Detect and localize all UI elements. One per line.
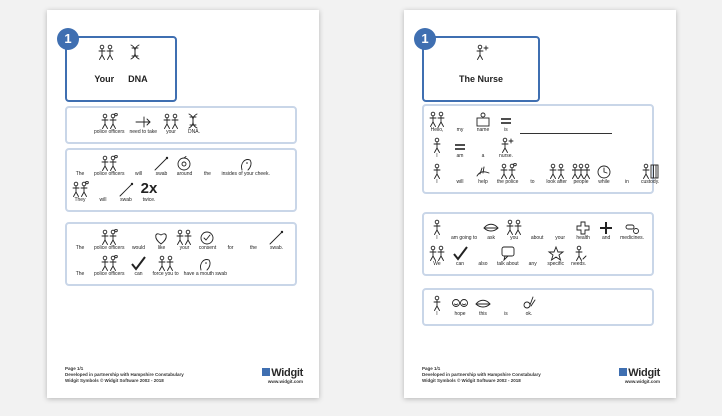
i-icon [428,163,446,179]
can-icon [451,245,469,261]
i-icon [428,219,446,235]
specific-icon [547,245,565,261]
word: police officers [94,129,125,135]
word: any [528,261,537,267]
title-word: DNA [128,74,148,84]
word: medicines. [620,235,645,241]
word: in [625,179,629,185]
look-after-icon [548,163,566,179]
word: force you to [152,271,179,277]
police-icon [499,163,517,179]
word: to [530,179,535,185]
panel-swab [65,148,297,212]
word: swab [120,197,132,203]
equals-icon [497,111,515,127]
page-number-badge: 1 [57,28,79,50]
word: I [436,179,438,185]
take-icon [134,113,152,129]
you-icon [505,219,523,235]
talk-icon [499,245,517,261]
word: twice. [142,197,156,203]
word: am going to [451,235,478,241]
swab-icon [267,229,285,245]
word: needs. [571,261,587,267]
page-footer [65,366,184,384]
sentence-line [71,113,291,136]
word: this [479,311,487,317]
i-icon [428,295,446,311]
sentence-line [428,219,648,242]
help-icon [474,163,492,179]
page-title [67,74,175,84]
heart-icon [152,229,170,245]
mouth-swab-icon [196,255,214,271]
your-icon [175,229,193,245]
word: swab [155,171,168,177]
page-footer [422,366,541,384]
sentence-line [428,295,648,318]
brand-url[interactable]: www.widgit.com [267,379,303,384]
title-symbols [67,44,175,72]
page-number-badge: 1 [414,28,436,50]
police-icon [100,255,118,271]
panel-dna-need [65,106,297,144]
word: Hello, [430,127,444,133]
word: will [99,197,107,203]
title-box [64,31,177,102]
word: your [555,235,565,241]
around-icon [175,155,193,171]
sentence-line [71,181,291,204]
word: name [476,127,490,133]
this-icon [474,295,492,311]
word: talk about [497,261,519,267]
word: my [456,127,464,133]
hope-icon [451,295,469,311]
word: is [504,127,508,133]
footer-partner: Developed in partnership with Hampshire Constabulary [65,372,184,377]
word: custody. [640,179,660,185]
word: The [75,171,85,177]
word: have a mouth swab [183,271,227,277]
brand-block [262,367,303,384]
word: I [436,235,438,241]
widgit-logo: Widgit [619,367,660,379]
word: like [157,245,166,251]
sentence-line [428,245,648,268]
word: the [204,171,211,177]
title-word: The Nurse [458,74,503,84]
people-icon [572,163,590,179]
police-icon [100,229,118,245]
i-icon [428,137,446,153]
word: police officers [94,271,125,277]
word: I [436,311,438,317]
brand-block [619,367,660,384]
word: The [75,271,85,277]
check-icon [129,255,147,271]
word: specific [547,261,565,267]
consent-icon [198,229,216,245]
word: We [433,261,441,267]
word: will [135,171,142,177]
footer-partner: Developed in partnership with Hampshire Constabulary [422,372,541,377]
sentence-line [428,111,648,134]
panel-consent [65,222,297,286]
equals-icon [451,137,469,153]
word: your [166,129,176,135]
title-box [421,31,540,102]
sentence-line [428,163,660,186]
word: insides of your cheek. [221,171,270,177]
needs-icon [570,245,588,261]
ok-icon [520,295,538,311]
while-icon [595,163,613,179]
ask-icon [482,219,500,235]
health-icon [574,219,592,235]
name-icon [474,111,492,127]
panel-hope [422,288,654,326]
word: ask [487,235,496,241]
police-icon [100,155,118,171]
word: nurse. [499,153,513,159]
word: consent [198,245,217,251]
nurse-icon [472,44,490,72]
sentence-line [71,255,291,278]
cheek-icon [237,155,255,171]
word: ok. [525,311,533,317]
word: can [134,271,143,277]
footer-copyright: Widgit Symbols © Widgit Software 2002 - 2018 [422,378,521,383]
word: The [75,245,85,251]
sentence-line [71,155,291,178]
word: swab. [269,245,284,251]
name-blank-field[interactable] [520,127,612,134]
word: for [227,245,234,251]
panel-health [422,212,654,276]
sentence-line [428,137,648,160]
word: can [455,261,465,267]
custody-icon [641,163,659,179]
your-person-icon [97,44,115,72]
word: people [573,179,589,185]
and-icon [597,219,615,235]
word: around [176,171,193,177]
footer-page: Page 1/1 [422,366,441,371]
word: your [179,245,190,251]
word: is [504,311,508,317]
document-page-the-nurse [404,10,676,398]
word: help [478,179,488,185]
word: I [436,153,438,159]
we-icon [428,245,446,261]
widgit-logo: Widgit [262,367,303,379]
brand-url[interactable]: www.widgit.com [624,379,660,384]
word: would [131,245,146,251]
nurse-icon [497,137,515,153]
document-page-your-dna [47,10,319,398]
swab-icon [152,155,170,171]
word: the [250,245,257,251]
police-icon [100,113,118,129]
title-symbols [424,44,538,72]
word: about [530,235,544,241]
word: look after [546,179,567,185]
dna-icon [185,113,203,129]
word: a [481,153,485,159]
word: need to take [129,129,158,135]
word: am [456,153,464,159]
they-icon [71,181,89,197]
word: health [576,235,590,241]
panel-intro [422,104,660,194]
footer-page: Page 1/1 [65,366,84,371]
medicines-icon [623,219,641,235]
dna-icon [127,44,145,72]
swab-icon [117,181,135,197]
word: hope [454,311,466,317]
word: DNA. [188,129,200,135]
twice-symbol: 2x [140,180,158,197]
word: the police [497,179,519,185]
word: They [74,197,86,203]
page-title [424,74,538,84]
force-icon [157,255,175,271]
word: and [601,235,611,241]
word: will [456,179,464,185]
word: while [598,179,610,185]
title-word: Your [94,74,115,84]
sentence-line [71,229,291,252]
word: you [510,235,519,241]
word: police officers [94,171,125,177]
word: also [478,261,488,267]
footer-copyright: Widgit Symbols © Widgit Software 2002 - 2018 [65,378,164,383]
word: police officers [94,245,125,251]
hello-icon [428,111,446,127]
your-icon [162,113,180,129]
